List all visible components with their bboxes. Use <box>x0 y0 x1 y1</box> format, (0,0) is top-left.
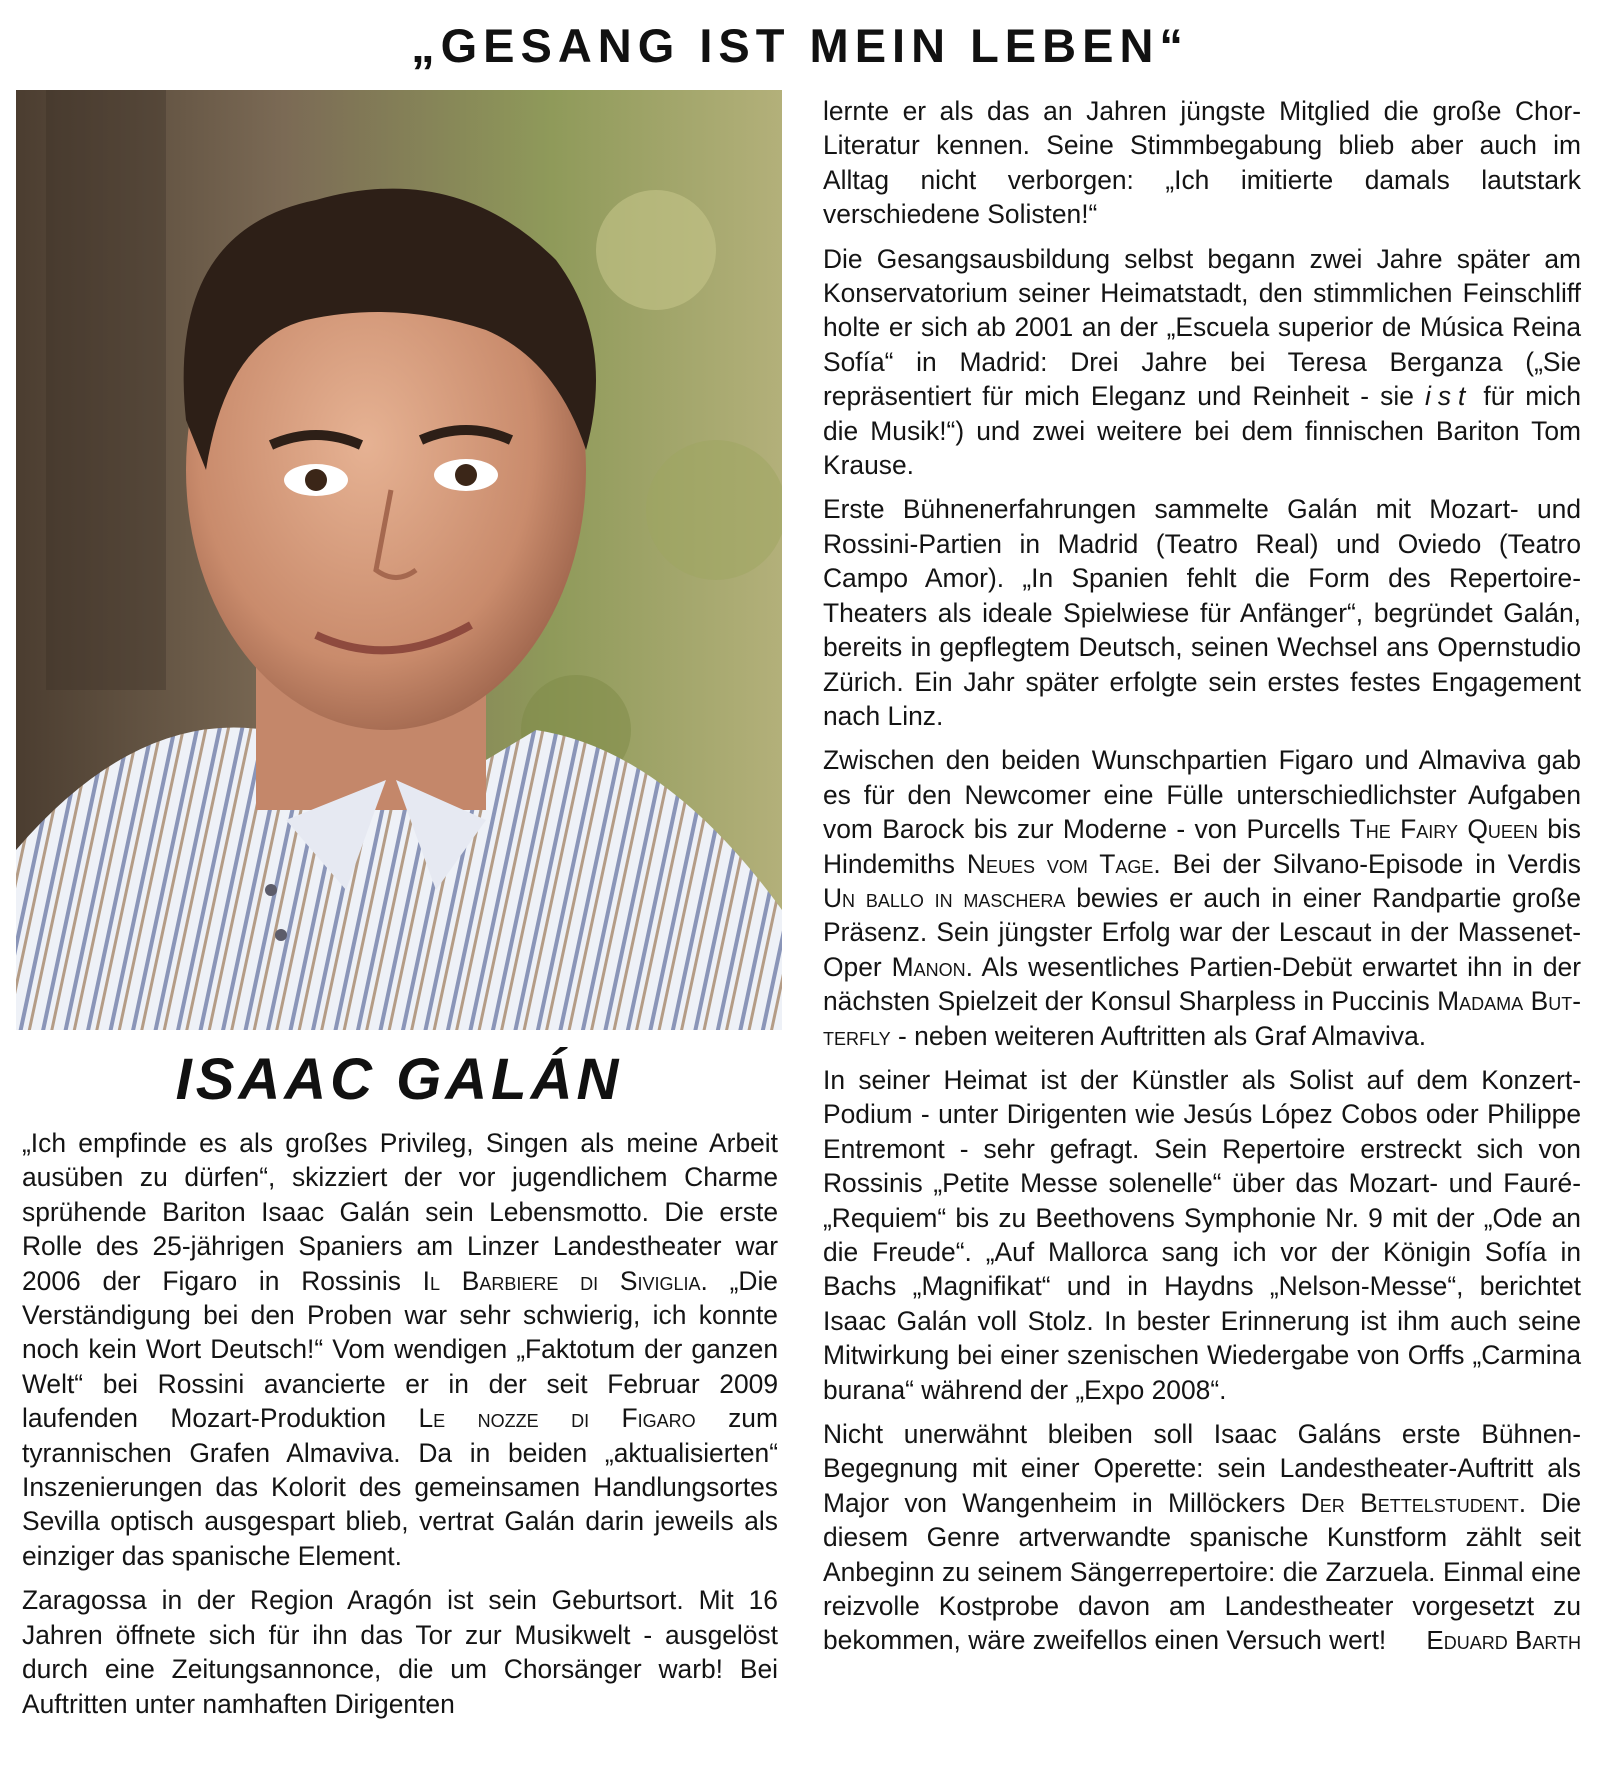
paragraph: Die Gesangsausbildung selbst begann zwei Jahre später am Konservatorium seiner Heimatstadt, den stimmlichen Feinschliff holte er sich ab 2001 an der „Escuela superior de Música Reina Sofía“ in Madrid: Drei Jahre bei Teresa Berganza („Sie repräsentiert für mich Eleganz und Reinheit - sie ist für mich die Musik!“) und zwei weitere bei dem finnischen Bariton Tom Krause. <box>823 243 1582 481</box>
paragraph: „Ich empfinde es als großes Privileg, Singen als meine Arbeit ausüben zu dürfen“, skizziert der vor jugendlichem Charme sprühende Bariton Isaac Galán sein Lebensmotto. Die erste Rolle des 25-jährigen Spaniers am Linzer Landestheater war 2006 der Figaro in Rossinis Il Barbiere di Siviglia. „Die Verständigung bei den Proben war sehr schwierig, ich konnte noch kein Wort Deutsch!“ Vom wendigen „Faktotum der ganzen Welt“ bei Rossini avancierte er in der seit Februar 2009 laufenden Mozart-Produktion Le nozze di Figaro zum tyrannischen Grafen Almaviva. Da in beiden „aktualisierten“ Inszenierungen das Kolorit des gemeinsamen Handlungsortes Sevilla optisch ausgespart blieb, vertrat Galán darin jeweils als einziger das spanische Element. <box>22 1128 778 1571</box>
opera-title: Madama Butterfly <box>823 986 1581 1051</box>
opera-title: Manon <box>891 951 966 982</box>
portrait-photo <box>16 90 782 1030</box>
paragraph: Zaragossa in der Region Aragón ist sein Geburtsort. Mit 16 Jahren öffnete sich für ihn das Tor zur Musikwelt - ausgelöst durch eine Zeitungsannonce, die um Chorsänger warb! Bei Auftritten unter namhaften Dirigenten <box>22 1585 778 1719</box>
author-byline: Eduard Barth <box>1426 1625 1581 1656</box>
paragraph: Nicht unerwähnt bleiben soll Isaac Galáns erste Bühnen-Begegnung mit einer Operette: sein Landestheater-Auftritt als Major von Wangenheim in Millöckers Der Bettelstudent. Die diesem Genre artverwandte spanische Kunstform zählt seit Anbeginn zu seinem Sängerrepertoire: die Zarzuela. Einmal eine reizvolle Kostprobe davon am Landestheater vorgesetzt zu bekommen, wäre zweifellos einen Versuch wert! Eduard Barth <box>823 1417 1581 1658</box>
opera-title: Le nozze di Figaro <box>418 1403 696 1434</box>
opera-title: Un ballo in maschera <box>823 882 1066 913</box>
opera-title: Der Bettelstudent <box>1300 1487 1519 1518</box>
article-headline: „GESANG IST MEIN LEBEN“ <box>411 19 1189 72</box>
artist-name: ISAAC GALÁN <box>175 1047 623 1112</box>
article-column-right <box>823 94 1581 1668</box>
emphasis: ist <box>1424 381 1473 412</box>
paragraph: lernte er als das an Jahren jüngste Mitglied die große Chor-Literatur kennen. Seine Stimmbegabung blieb aber auch im Alltag nicht verborgen: „Ich imitierte damals lautstark verschiedene Solisten!“ <box>823 96 1581 230</box>
paragraph: In seiner Heimat ist der Künstler als Solist auf dem Konzert-Podium - unter Dirigenten wie Jesús López Cobos oder Philippe Entremont - sehr gefragt. Sein Repertoire erstreckt sich von Rossinis „Petite Messe solenelle“ über das Mozart- und Fauré-„Requiem“ bis zu Beethovens Symphonie Nr. 9 mit der „Ode an die Freude“. „Auf Mallorca sang ich vor der Königin Sofía in Bachs „Magnifikat“ und in Haydns „Nelson-Messe“, berichtet Isaac Galán voll Stolz. In bester Erinnerung ist ihm auch seine Mitwirkung bei einer szenischen Wiedergabe von Orffs „Carmina burana“ während der „Expo 2008“. <box>823 1064 1581 1405</box>
opera-title: Il Barbiere di Siviglia <box>422 1265 701 1296</box>
portrait-illustration <box>16 90 782 1030</box>
opera-title: Neues vom Tage <box>966 848 1154 879</box>
opera-title: The Fairy Queen <box>1349 814 1538 845</box>
paragraph: Erste Bühnenerfahrungen sammelte Galán mit Mozart- und Rossini-Partien in Madrid (Teatro Real) und Oviedo (Teatro Campo Amor). „In Spanien fehlt die Form des Repertoire-Theaters als ideale Spielwiese für Anfänger“, begründet Galán, bereits in gepflegtem Deutsch, seinen Wechsel ans Opernstudio Zürich. Ein Jahr später erfolgte sein erstes festes Engagement nach Linz. <box>823 494 1581 731</box>
paragraph: Zwischen den beiden Wunschpartien Figaro und Almaviva gab es für den Newcomer eine Fülle unterschiedlichster Aufgaben vom Barock bis zur Moderne - von Purcells The Fairy Queen bis Hindemiths Neues vom Tage. Bei der Silvano-Episode in Verdis Un ballo in maschera bewies er auch in einer Randpartie große Präsenz. Sein jüngster Erfolg war der Lescaut in der Massenet-Oper Manon. Als wesentliches Partien-Debüt erwartet ihn in der nächsten Spielzeit der Konsul Sharpless in Puccinis Madama Butterfly - neben weiteren Auftritten als Graf Almaviva. <box>823 745 1582 1051</box>
article-column-left <box>22 1126 778 1731</box>
